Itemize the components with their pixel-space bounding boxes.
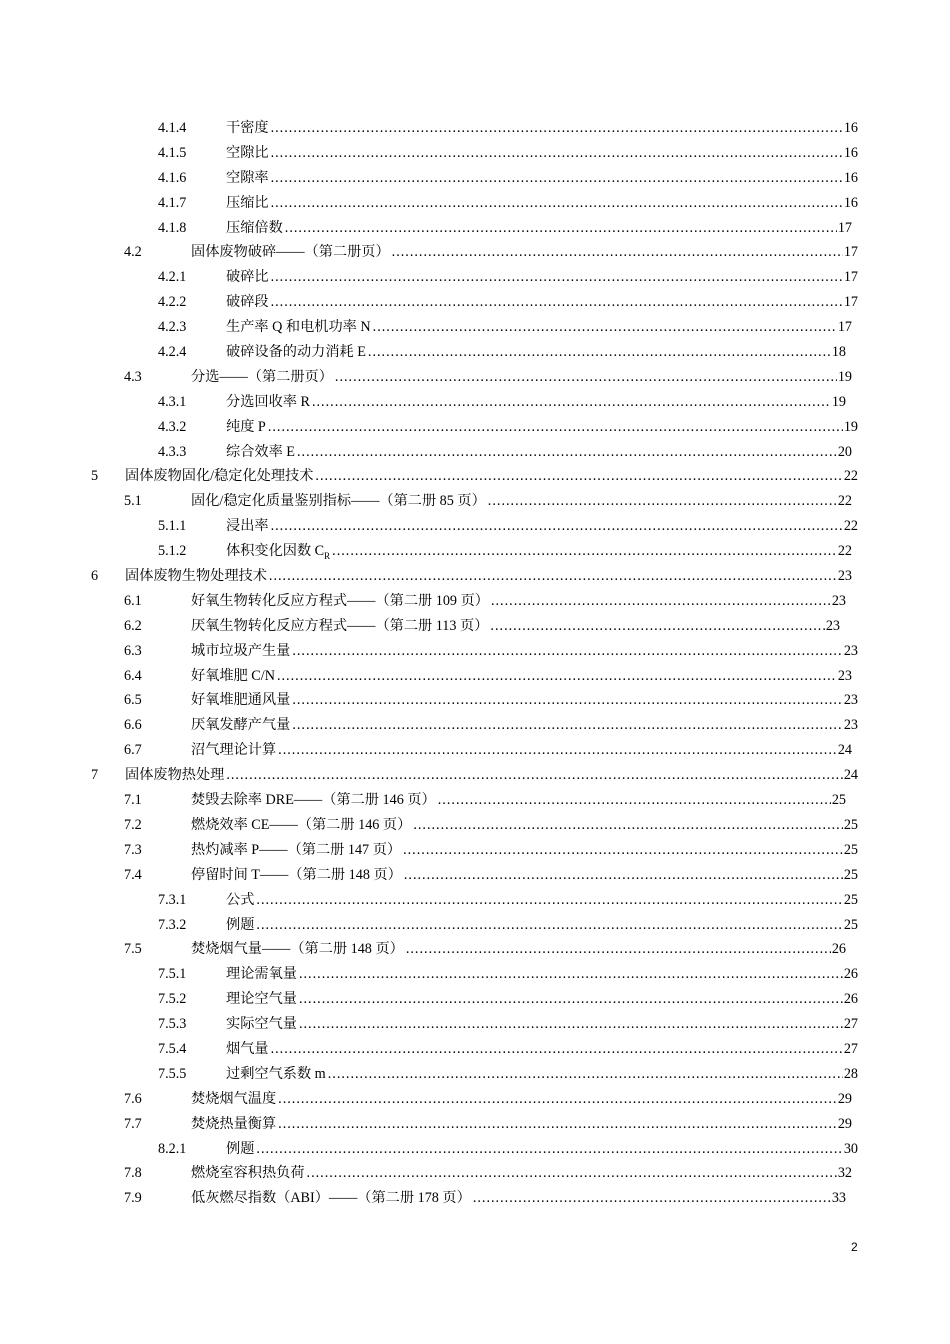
toc-entry-number: 6.5 [124,692,142,709]
toc-entry-number: 7.5 [124,941,142,958]
dot-leader [278,738,837,763]
toc-entry[interactable] [0,390,950,415]
toc-entry[interactable] [0,937,950,962]
toc-entry-title: 压缩比 [226,194,269,211]
toc-entry-title: 厌氧生物转化反应方程式——（第二册 113 页） [191,617,489,634]
toc-entry-number: 6.2 [124,617,142,634]
toc-entry-title: 空隙率 [226,169,269,186]
toc-entry-page: 20 [837,443,852,460]
toc-entry-number: 7.5.2 [158,991,187,1008]
toc-entry-title: 理论需氧量 [226,966,297,983]
toc-entry[interactable] [0,440,950,465]
toc-entry-number: 5.1 [124,493,142,510]
toc-entry-title: 固体废物热处理 [125,767,225,784]
toc-entry-number: 4.2 [124,244,142,261]
toc-entry-number: 7.4 [124,866,142,883]
toc-entry[interactable] [0,415,950,440]
toc-entry-number: 7.1 [124,792,142,809]
toc-entry[interactable] [0,216,950,241]
toc-entry-number: 7 [91,767,99,784]
dot-leader [271,290,843,315]
dot-leader [473,1186,831,1211]
toc-entry-page: 30 [843,1140,858,1157]
toc-entry-number: 7.3.2 [158,916,187,933]
toc-entry-title: 固体废物生物处理技术 [125,568,267,585]
toc-entry[interactable] [0,838,950,863]
toc-entry-page: 25 [843,816,858,833]
toc-entry[interactable] [0,913,950,938]
toc-entry-title: 例题 [226,1140,255,1157]
toc-entry-number: 4.1.7 [158,194,187,211]
toc-entry[interactable] [0,639,950,664]
toc-entry-title: 好氧堆肥通风量 [191,692,291,709]
toc-entry-title: 固体废物破碎——（第二册页） [191,244,390,261]
toc-entry[interactable] [0,539,950,564]
toc-entry-number: 4.1.6 [158,169,187,186]
dot-leader [292,688,842,713]
toc-entry-number: 6.4 [124,667,142,684]
toc-entry-number: 4.3 [124,368,142,385]
toc-entry-page: 23 [831,592,846,609]
toc-entry-page: 22 [837,543,852,560]
toc-entry-number: 4.2.4 [158,344,187,361]
dot-leader [269,564,837,589]
toc-entry-title: 燃烧效率 CE——（第二册 146 页） [191,816,412,833]
toc-entry-number: 7.5.3 [158,1016,187,1033]
toc-entry-title: 体积变化因数 $C_R$ [226,543,331,561]
toc-entry-page: 23 [843,642,858,659]
dot-leader [292,713,842,738]
toc-entry-number: 5 [91,468,99,485]
toc-entry[interactable] [0,365,950,390]
toc-entry[interactable] [0,1161,950,1186]
toc-entry[interactable] [0,713,950,738]
toc-entry-page: 22 [837,493,852,510]
dot-leader [271,166,843,191]
toc-entry-page: 19 [843,418,858,435]
dot-leader [413,813,843,838]
toc-entry[interactable] [0,738,950,763]
dot-leader [488,489,837,514]
toc-entry-title: 实际空气量 [226,1016,297,1033]
toc-entry-page: 25 [843,841,858,858]
dot-leader [256,1137,842,1162]
toc-entry-title: 破碎段 [226,294,269,311]
toc-entry-number: 4.3.1 [158,393,187,410]
toc-entry-title: 固化/稳定化质量鉴别指标——（第二册 85 页） [191,493,486,510]
toc-entry[interactable] [0,166,950,191]
dot-leader [271,514,843,539]
dot-leader [368,340,831,365]
toc-entry-number: 6.3 [124,642,142,659]
dot-leader [299,962,843,987]
dot-leader [285,216,837,241]
toc-entry-title: 浸出率 [226,518,269,535]
toc-entry-page: 19 [837,368,852,385]
toc-entry-number: 7.5.4 [158,1040,187,1057]
toc-entry-number: 7.2 [124,816,142,833]
toc-entry-page: 23 [837,667,852,684]
toc-entry[interactable] [0,1037,950,1062]
toc-entry-page: 32 [837,1165,852,1182]
toc-entry-number: 4.2.1 [158,269,187,286]
toc-entry-page: 27 [843,1040,858,1057]
dot-leader [299,987,843,1012]
toc-entry-title: 纯度 P [226,418,266,435]
toc-entry-page: 18 [831,344,846,361]
toc-entry-page: 25 [831,792,846,809]
toc-entry[interactable] [0,315,950,340]
toc-entry[interactable] [0,1112,950,1137]
toc-entry-title: 干密度 [226,120,269,136]
toc-entry-number: 4.1.8 [158,219,187,236]
toc-entry-number: 4.3.2 [158,418,187,435]
toc-entry[interactable] [0,987,950,1012]
toc-entry-title: 焚烧热量衡算 [191,1115,277,1132]
toc-entry-number: 7.9 [124,1190,142,1207]
toc-entry[interactable] [0,1137,950,1162]
toc-entry[interactable] [0,240,950,265]
dot-leader [315,464,842,489]
toc-entry[interactable] [0,191,950,216]
dot-leader [406,937,831,962]
toc-entry-title: 低灰燃尽指数（ABI）——（第二册 178 页） [191,1190,471,1207]
toc-entry-title: 公式 [226,891,255,908]
toc-entry[interactable] [0,514,950,539]
dot-leader [335,365,837,390]
toc-entry-title: 理论空气量 [226,991,297,1008]
toc-entry[interactable] [0,813,950,838]
toc-entry-number: 6 [91,568,99,585]
toc-entry-number: 6.6 [124,717,142,734]
toc-entry-number: 6.7 [124,742,142,759]
toc-entry-title: 压缩倍数 [226,219,283,236]
toc-entry-number: 5.1.2 [158,543,187,560]
toc-entry[interactable] [0,962,950,987]
toc-entry-page: 19 [831,393,846,410]
toc-entry-page: 16 [843,169,858,186]
dot-leader [256,888,842,913]
toc-entry[interactable] [0,1012,950,1037]
toc-entry-page: 28 [843,1065,858,1082]
toc-entry-number: 7.7 [124,1115,142,1132]
toc-entry-number: 7.5.1 [158,966,187,983]
toc-entry-title: 固体废物固化/稳定化处理技术 [125,468,314,485]
toc-entry-number: 4.2.3 [158,319,187,336]
toc-entry[interactable] [0,1186,950,1211]
toc-entry-number: 6.1 [124,592,142,609]
toc-entry[interactable] [0,141,950,166]
toc-entry-page: 17 [843,244,858,261]
toc-entry-title: 空隙比 [226,144,269,161]
page-number: 2 [851,1240,858,1254]
toc-entry-page: 23 [825,617,840,634]
toc-entry-page: 24 [837,742,852,759]
dot-leader [278,1112,837,1137]
toc-entry-number: 7.3.1 [158,891,187,908]
toc-entry-title: 焚烧烟气量——（第二册 148 页） [191,941,404,958]
toc-entry-title: 破碎设备的动力消耗 E [226,344,366,361]
toc-entry-title: 燃烧室容积热负荷 [191,1165,305,1182]
toc-entry-title: 分选——（第二册页） [191,368,333,385]
dot-leader [271,141,843,166]
dot-leader [490,614,824,639]
toc-entry-page: 26 [831,941,846,958]
toc-entry-title: 热灼减率 P——（第二册 147 页） [191,841,402,858]
toc-entry-title: 烟气量 [226,1040,269,1057]
dot-leader [438,788,831,813]
toc-entry[interactable] [0,1062,950,1087]
dot-leader [328,1062,843,1087]
toc-entry-title: 破碎比 [226,269,269,286]
dot-leader [299,1012,843,1037]
toc-entry-page: 26 [843,966,858,983]
dot-leader [256,913,842,938]
dot-leader [491,589,831,614]
dot-leader [278,1087,837,1112]
toc-entry-page: 25 [843,866,858,883]
dot-leader [271,191,843,216]
toc-entry-title: 综合效率 E [226,443,295,460]
toc-entry[interactable] [0,290,950,315]
toc-entry[interactable] [0,763,950,788]
toc-entry-number: 4.3.3 [158,443,187,460]
dot-leader [271,1037,843,1062]
toc-entry-page: 22 [843,518,858,535]
dot-leader [226,763,842,788]
toc-entry-number: 8.2.1 [158,1140,187,1157]
toc-entry-page: 17 [837,319,852,336]
toc-entry[interactable] [0,464,950,489]
dot-leader [297,440,837,465]
toc-entry-page: 33 [831,1190,846,1207]
toc-entry-number: 7.8 [124,1165,142,1182]
toc-entry-number: 7.3 [124,841,142,858]
toc-entry-page: 17 [843,269,858,286]
toc-entry[interactable] [0,1087,950,1112]
toc-entry[interactable] [0,788,950,813]
dot-leader [404,863,843,888]
dot-leader [271,265,843,290]
toc-entry[interactable] [0,340,950,365]
toc-entry-number: 4.1.5 [158,144,187,161]
toc-entry-page: 22 [843,468,858,485]
toc-entry[interactable] [0,265,950,290]
toc-entry-title: 例题 [226,916,255,933]
toc-entry-title: 厌氧发酵产气量 [191,717,291,734]
toc-entry-page: 27 [843,1016,858,1033]
dot-leader [312,390,831,415]
toc-entry-title: 分选回收率 R [226,393,310,410]
toc-entry-page: 17 [837,219,852,236]
toc-entry[interactable] [0,664,950,689]
toc-entry-title: 焚烧烟气温度 [191,1090,277,1107]
dot-leader [307,1161,837,1186]
dot-leader [277,664,837,689]
toc-entry-title: 生产率 Q 和电机功率 N [226,319,371,336]
toc-entry-page: 25 [843,891,858,908]
toc-entry-number: 5.1.1 [158,518,187,535]
toc-entry-page: 16 [843,120,858,136]
toc-entry-page: 23 [843,692,858,709]
toc-entry[interactable] [0,863,950,888]
dot-leader [268,415,843,440]
dot-leader [392,240,843,265]
toc-entry-number: 4.2.2 [158,294,187,311]
table-of-contents [0,116,950,1211]
toc-entry-title: 好氧生物转化反应方程式——（第二册 109 页） [191,592,489,609]
toc-entry-page: 16 [843,194,858,211]
toc-entry-page: 26 [843,991,858,1008]
toc-entry-title: 停留时间 T——（第二册 148 页） [191,866,402,883]
toc-entry-number: 4.1.4 [158,120,187,136]
toc-entry-page: 17 [843,294,858,311]
toc-entry[interactable] [0,116,950,141]
toc-entry-page: 24 [843,767,858,784]
toc-entry[interactable] [0,614,950,639]
toc-entry-page: 23 [843,717,858,734]
toc-entry-number: 7.6 [124,1090,142,1107]
toc-entry[interactable] [0,688,950,713]
dot-leader [373,315,837,340]
toc-entry-title: 城市垃圾产生量 [191,642,291,659]
toc-entry-page: 29 [837,1090,852,1107]
toc-entry-page: 23 [837,568,852,585]
toc-entry-page: 25 [843,916,858,933]
dot-leader [332,539,837,564]
toc-entry[interactable] [0,888,950,913]
toc-entry[interactable] [0,489,950,514]
toc-entry-subscript: R [324,550,331,561]
toc-entry-number: 7.5.5 [158,1065,187,1082]
toc-entry[interactable] [0,564,950,589]
toc-entry-title: 好氧堆肥 C/N [191,667,275,684]
dot-leader [403,838,843,863]
toc-entry-page: 16 [843,144,858,161]
toc-entry[interactable] [0,589,950,614]
toc-entry-title: 过剩空气系数 m [226,1065,326,1082]
toc-entry-page: 29 [837,1115,852,1132]
toc-entry-title: 焚毁去除率 DRE——（第二册 146 页） [191,792,436,809]
dot-leader [271,116,843,141]
dot-leader [292,639,842,664]
toc-entry-title: 沼气理论计算 [191,742,277,759]
